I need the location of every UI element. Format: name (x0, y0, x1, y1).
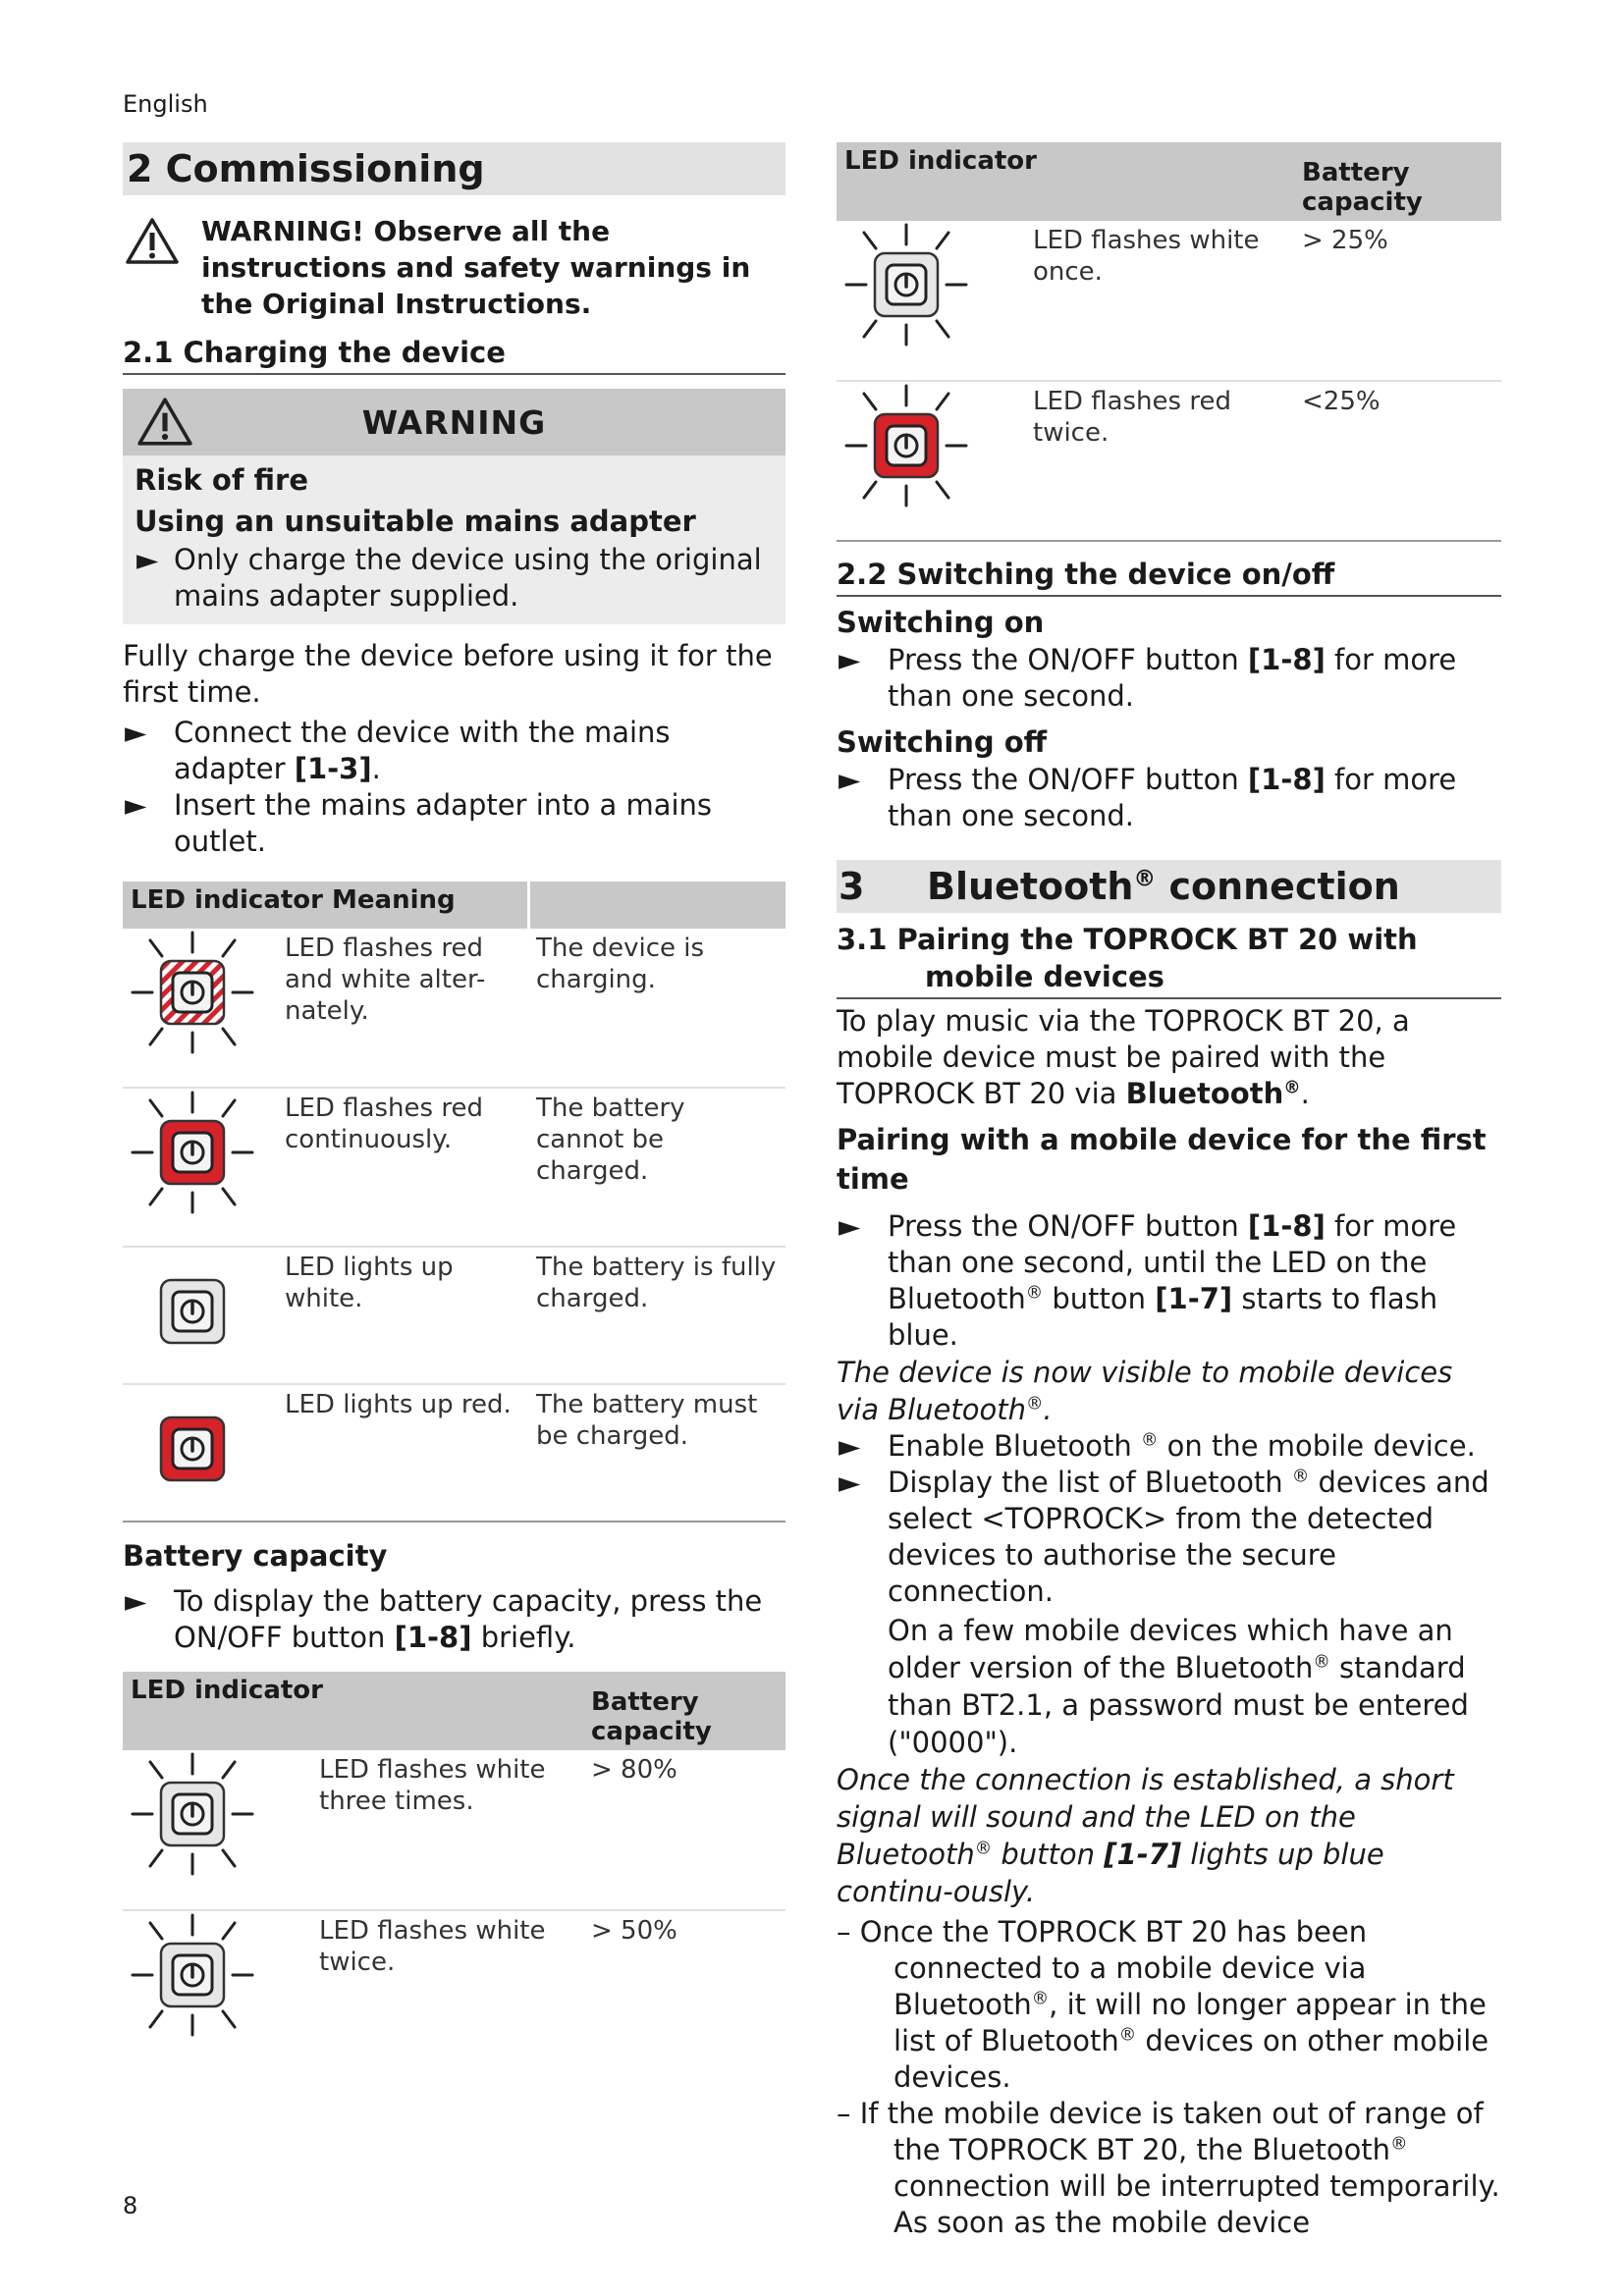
table-row: LED lights up red. The battery must be charged. (123, 1384, 785, 1522)
led-red-icon (129, 1385, 271, 1521)
led-white-flash-icon (129, 1750, 305, 1886)
led-white-flash-icon (129, 1911, 305, 2047)
warning-intro (123, 213, 785, 322)
table-header: LED indicator Battery capacity (837, 142, 1501, 221)
warning-box-header (123, 389, 785, 455)
intro-paragraph: To play music via the TOPROCK BT 20, a mobile device must be paired with the TOPROCK BT 20 via Bluetooth®. (837, 1004, 1410, 1110)
warning-step: ► Only charge the device using the original mains adapter supplied. (136, 543, 762, 613)
warning-triangle-icon (125, 217, 180, 275)
arrow-icon: ► (839, 1466, 861, 1499)
right-column (837, 142, 1501, 2241)
left-column (123, 142, 785, 2070)
arrow-icon: ► (839, 1429, 861, 1463)
led-white-flash-icon (842, 221, 1019, 356)
switching-off-title: Switching off (837, 725, 1048, 759)
table-row: LED flashes red twice. <25% (837, 381, 1501, 541)
step-switch-off: ► Press the ON/OFF button [1-8] for more than one second. (839, 763, 1457, 832)
subsection-title-2-1: 2.1 Charging the device (123, 334, 785, 375)
step-insert: ► Insert the mains adapter into a mains outlet. (125, 788, 713, 858)
battery-capacity-table-right (837, 142, 1501, 542)
step-battery-display: ► To display the battery capacity, press the ON/OFF button [1-8] briefly. (125, 1584, 763, 1654)
table-row: LED flashes white once. > 25% (837, 221, 1501, 381)
led-red-flash-icon (129, 1089, 271, 1224)
led-white-icon (129, 1248, 271, 1383)
page-number: 8 (123, 2192, 138, 2219)
led-red-flash-icon (842, 382, 1019, 517)
section-title-bluetooth: 3 Bluetooth® connection (837, 860, 1501, 913)
battery-capacity-table-left (123, 1672, 785, 2070)
step-connect: ► Connect the device with the mains adapter [1-3]. (125, 716, 671, 785)
table-row: LED flashes white three times. > 80% (123, 1750, 785, 1910)
led-meaning-table (123, 881, 785, 1522)
arrow-icon: ► (125, 1584, 147, 1618)
charge-paragraph: Fully charge the device before using it for the first time. (123, 639, 773, 709)
note-no-longer-appear: – Once the TOPROCK BT 20 has been connected to a mobile device via Bluetooth®, it will no longer appear in the list of Bluetooth® devices on other mobile devices. (837, 1915, 1489, 2094)
arrow-icon: ► (839, 643, 861, 676)
arrow-icon: ► (136, 543, 159, 576)
step-switch-on: ► Press the ON/OFF button [1-8] for more than one second. (839, 643, 1457, 713)
password-note: On a few mobile devices which have an older version of the Bluetooth® standard than BT2.1, a password must be entered ("0000"). (888, 1614, 1469, 1759)
warning-triangle-icon (136, 397, 193, 455)
visible-note: The device is now visible to mobile devices via Bluetooth®. (837, 1356, 1453, 1426)
table-row: LED lights up white. The battery is fully charged. (123, 1247, 785, 1384)
warning-box-title: WARNING (361, 402, 547, 442)
warning-risk: Risk of fire (135, 463, 309, 497)
table-header: LED indicator Meaning (123, 881, 785, 929)
table-row: LED flashes white twice. > 50% (123, 1910, 785, 2070)
subsection-title-2-2: 2.2 Switching the device on/off (837, 556, 1501, 597)
step-enable-bluetooth: ► Enable Bluetooth ® on the mobile device. (839, 1429, 1476, 1463)
table-header: LED indicator Battery capacity (123, 1672, 785, 1750)
warning-intro-text: WARNING! Observe all the instructions and safety warnings in the Original Instructions. (201, 215, 751, 320)
warning-box (123, 389, 785, 624)
arrow-icon: ► (839, 1209, 861, 1243)
led-red-white-flash-icon (129, 929, 271, 1064)
battery-capacity-title: Battery capacity (123, 1539, 388, 1573)
arrow-icon: ► (125, 716, 147, 749)
step-display-list: ► Display the list of Bluetooth ® devices and select <TOPROCK> from the detected devices to authorise the secure connection. (839, 1466, 1489, 1608)
table-row: LED flashes red and white alter-nately. The device is charging. (123, 929, 785, 1088)
pairing-title: Pairing with a mobile device for the first time (837, 1123, 1487, 1196)
language-label: English (123, 90, 208, 118)
warning-cause: Using an unsuitable mains adapter (135, 505, 696, 538)
arrow-icon: ► (125, 788, 147, 822)
arrow-icon: ► (839, 763, 861, 796)
table-row: LED flashes red continuously. The battery cannot be charged. (123, 1088, 785, 1247)
step-pair-press: ► Press the ON/OFF button [1-8] for more than one second, until the LED on the Bluetooth® button [1-7] starts to flash blue. (839, 1209, 1457, 1352)
section-title-commissioning: 2 Commissioning (123, 142, 785, 195)
note-out-of-range: – If the mobile device is taken out of range of the TOPROCK BT 20, the Bluetooth® connection will be interrupted temporarily. As soon as the mobile device (837, 2097, 1500, 2239)
connection-established-note: Once the connection is established, a short signal will sound and the LED on the Bluetooth® button [1-7] lights up blue continu-ously. (837, 1763, 1454, 1908)
subsection-title-3-1: 3.1 Pairing the TOPROCK BT 20 with mobile devices (837, 921, 1501, 999)
switching-on-title: Switching on (837, 606, 1045, 639)
